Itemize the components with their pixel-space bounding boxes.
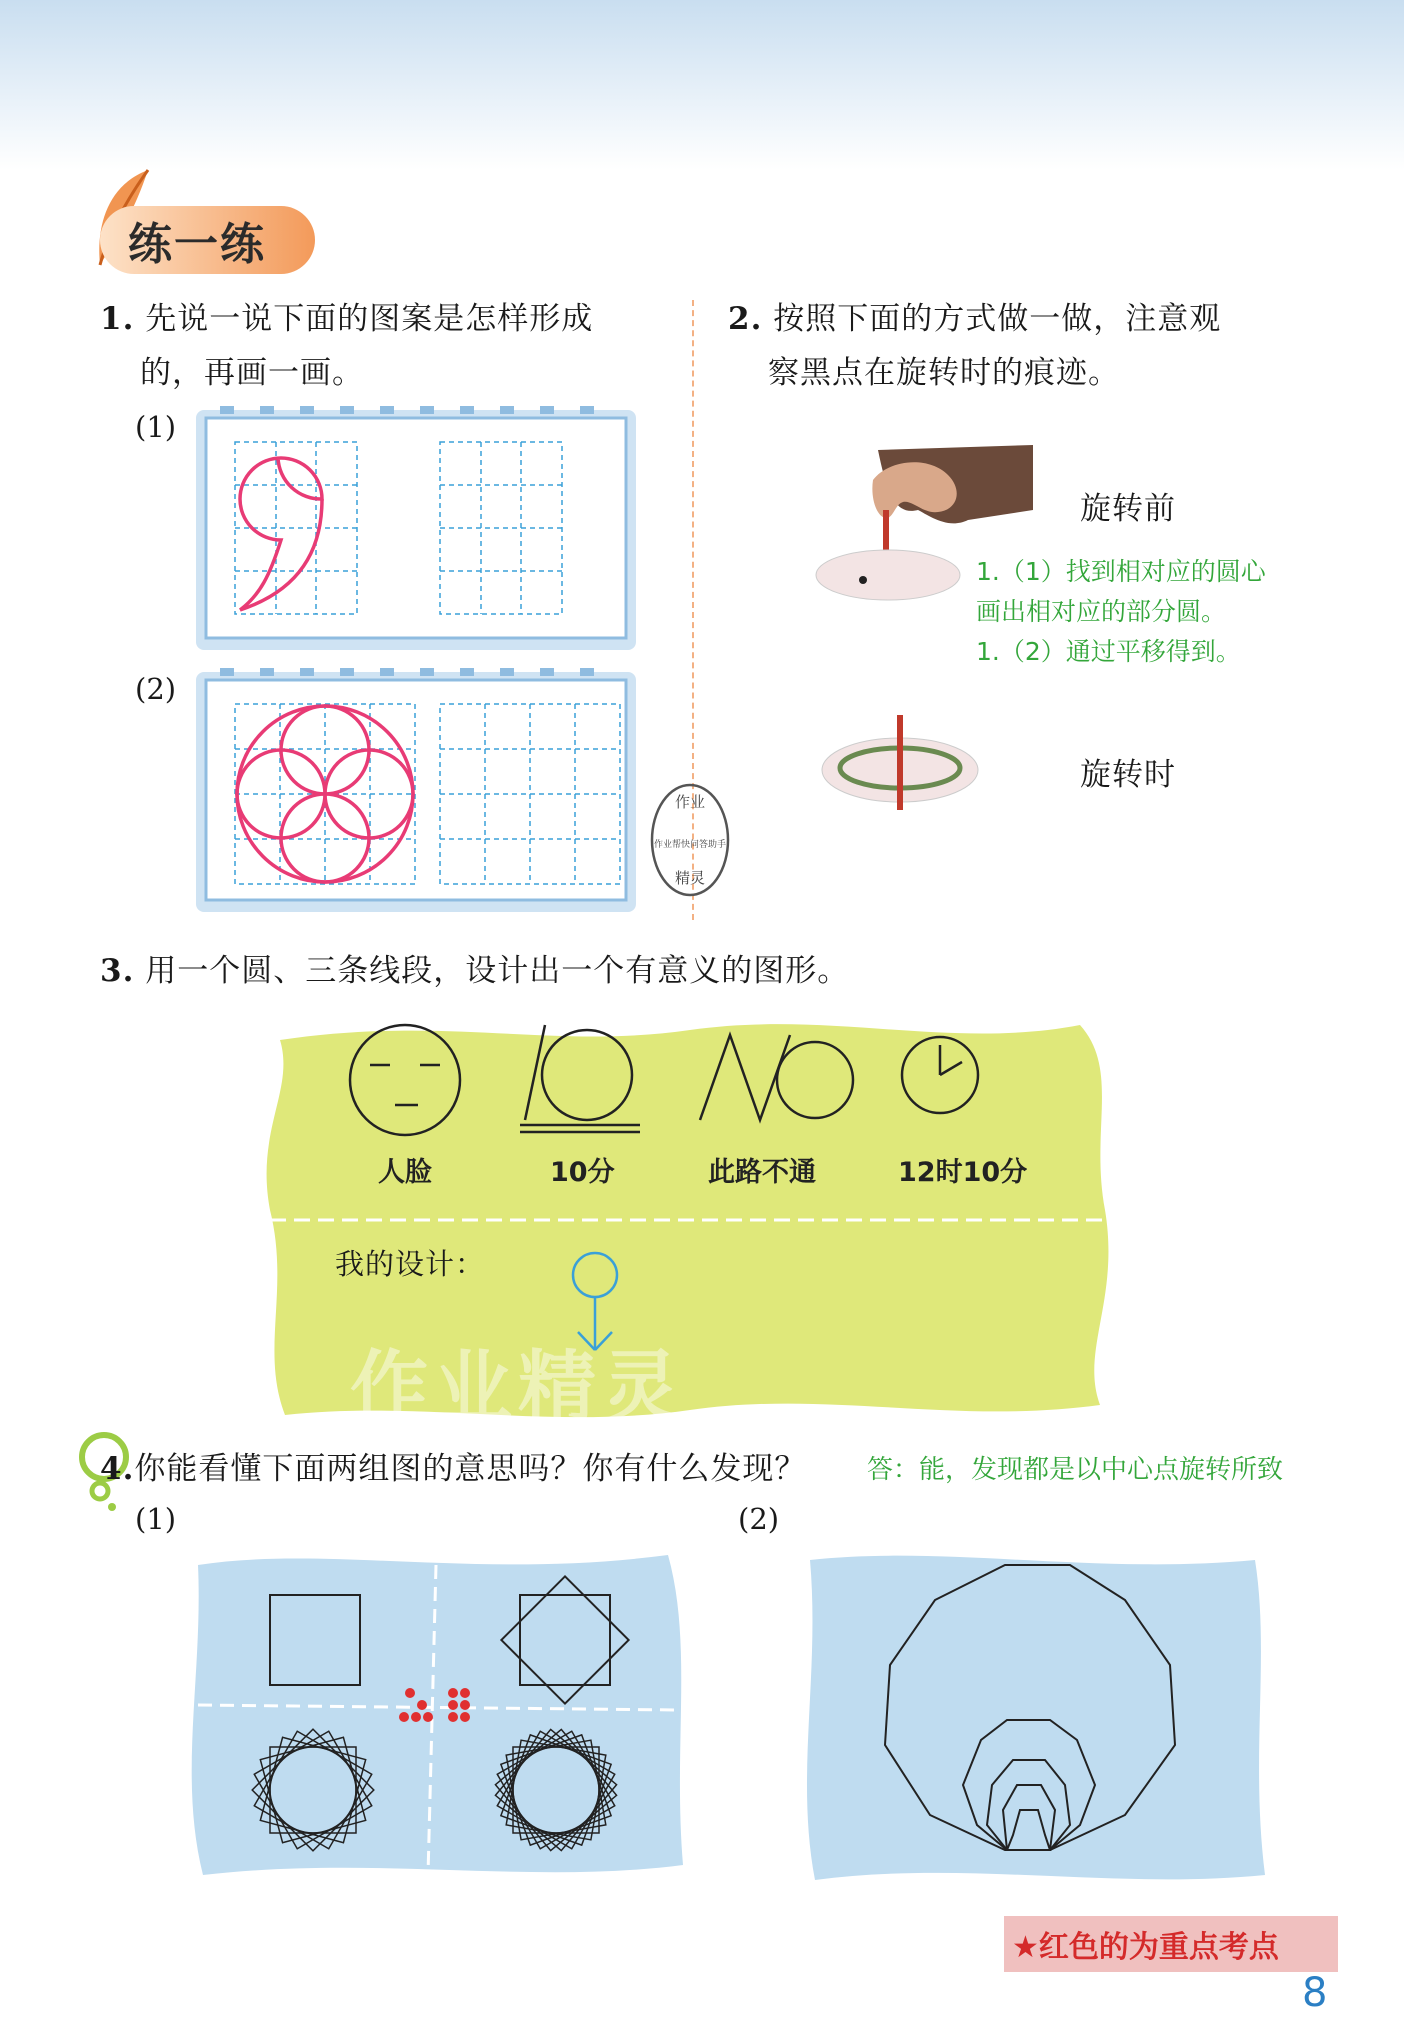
q2-answer-note	[976, 552, 1266, 672]
stamp-bottom-text: 精灵	[674, 869, 706, 887]
section-title: 练一练	[128, 219, 266, 270]
q2-before-label: 旋转前	[1080, 491, 1176, 527]
q1-text	[100, 292, 660, 400]
q3-my-design-label: 我的设计：	[335, 1247, 486, 1281]
q2-line1: 按照下面的方式做一做，注意观	[773, 301, 1222, 337]
top-gradient-band	[0, 0, 1404, 170]
q1-notebook-2	[190, 662, 645, 917]
q1-line1: 先说一说下面的图案是怎样形成	[145, 301, 594, 337]
q2-answer-line2: 画出相对应的部分圆。	[976, 597, 1227, 626]
spinning-disk-image	[815, 710, 985, 815]
q3-text	[100, 944, 849, 998]
footer-note: ★红色的为重点考点	[1012, 1930, 1279, 1965]
q4-label-1: (1)	[135, 1502, 177, 1536]
q1-label-2: (2)	[135, 672, 177, 706]
stamp-seal	[640, 775, 740, 905]
q3-example-label-ten-min: 10分	[550, 1157, 615, 1188]
q2-answer-line3: 1.（2）通过平移得到。	[976, 637, 1241, 666]
q4-number: 4.	[100, 1451, 135, 1487]
q4-label-2: (2)	[738, 1502, 780, 1536]
watermark: 作业精灵	[350, 1343, 687, 1433]
q1-notebook-1	[190, 400, 645, 655]
q1-number: 1.	[100, 301, 135, 337]
q3-example-label-no-entry: 此路不通	[708, 1157, 816, 1188]
q2-answer-line1: 1.（1）找到相对应的圆心	[976, 557, 1266, 586]
page-number: 8	[1302, 1970, 1328, 2016]
stamp-top-text: 作业	[674, 793, 706, 811]
q3-example-label-face: 人脸	[378, 1157, 432, 1188]
q2-text	[728, 292, 1348, 400]
q4-panel-1	[178, 1545, 693, 1885]
q4-line: 你能看懂下面两组图的意思吗？你有什么发现？	[134, 1451, 807, 1487]
q2-number: 2.	[728, 301, 763, 337]
stamp-middle-text: 作业帮快问答助手	[653, 840, 727, 850]
q3-example-label-clock: 12时10分	[898, 1157, 1028, 1188]
q1-label-1: (1)	[135, 410, 177, 444]
q4-answer: 答：能，发现都是以中心点旋转所致	[867, 1455, 1284, 1485]
q3-line: 用一个圆、三条线段，设计出一个有意义的图形。	[145, 953, 850, 989]
q2-during-label: 旋转时	[1080, 757, 1176, 793]
q2-line2: 察黑点在旋转时的痕迹。	[768, 355, 1120, 391]
q4-panel-2	[795, 1545, 1270, 1890]
q1-line2: 的，再画一画。	[140, 355, 364, 391]
q3-number: 3.	[100, 953, 135, 989]
q4-text	[100, 1442, 806, 1496]
